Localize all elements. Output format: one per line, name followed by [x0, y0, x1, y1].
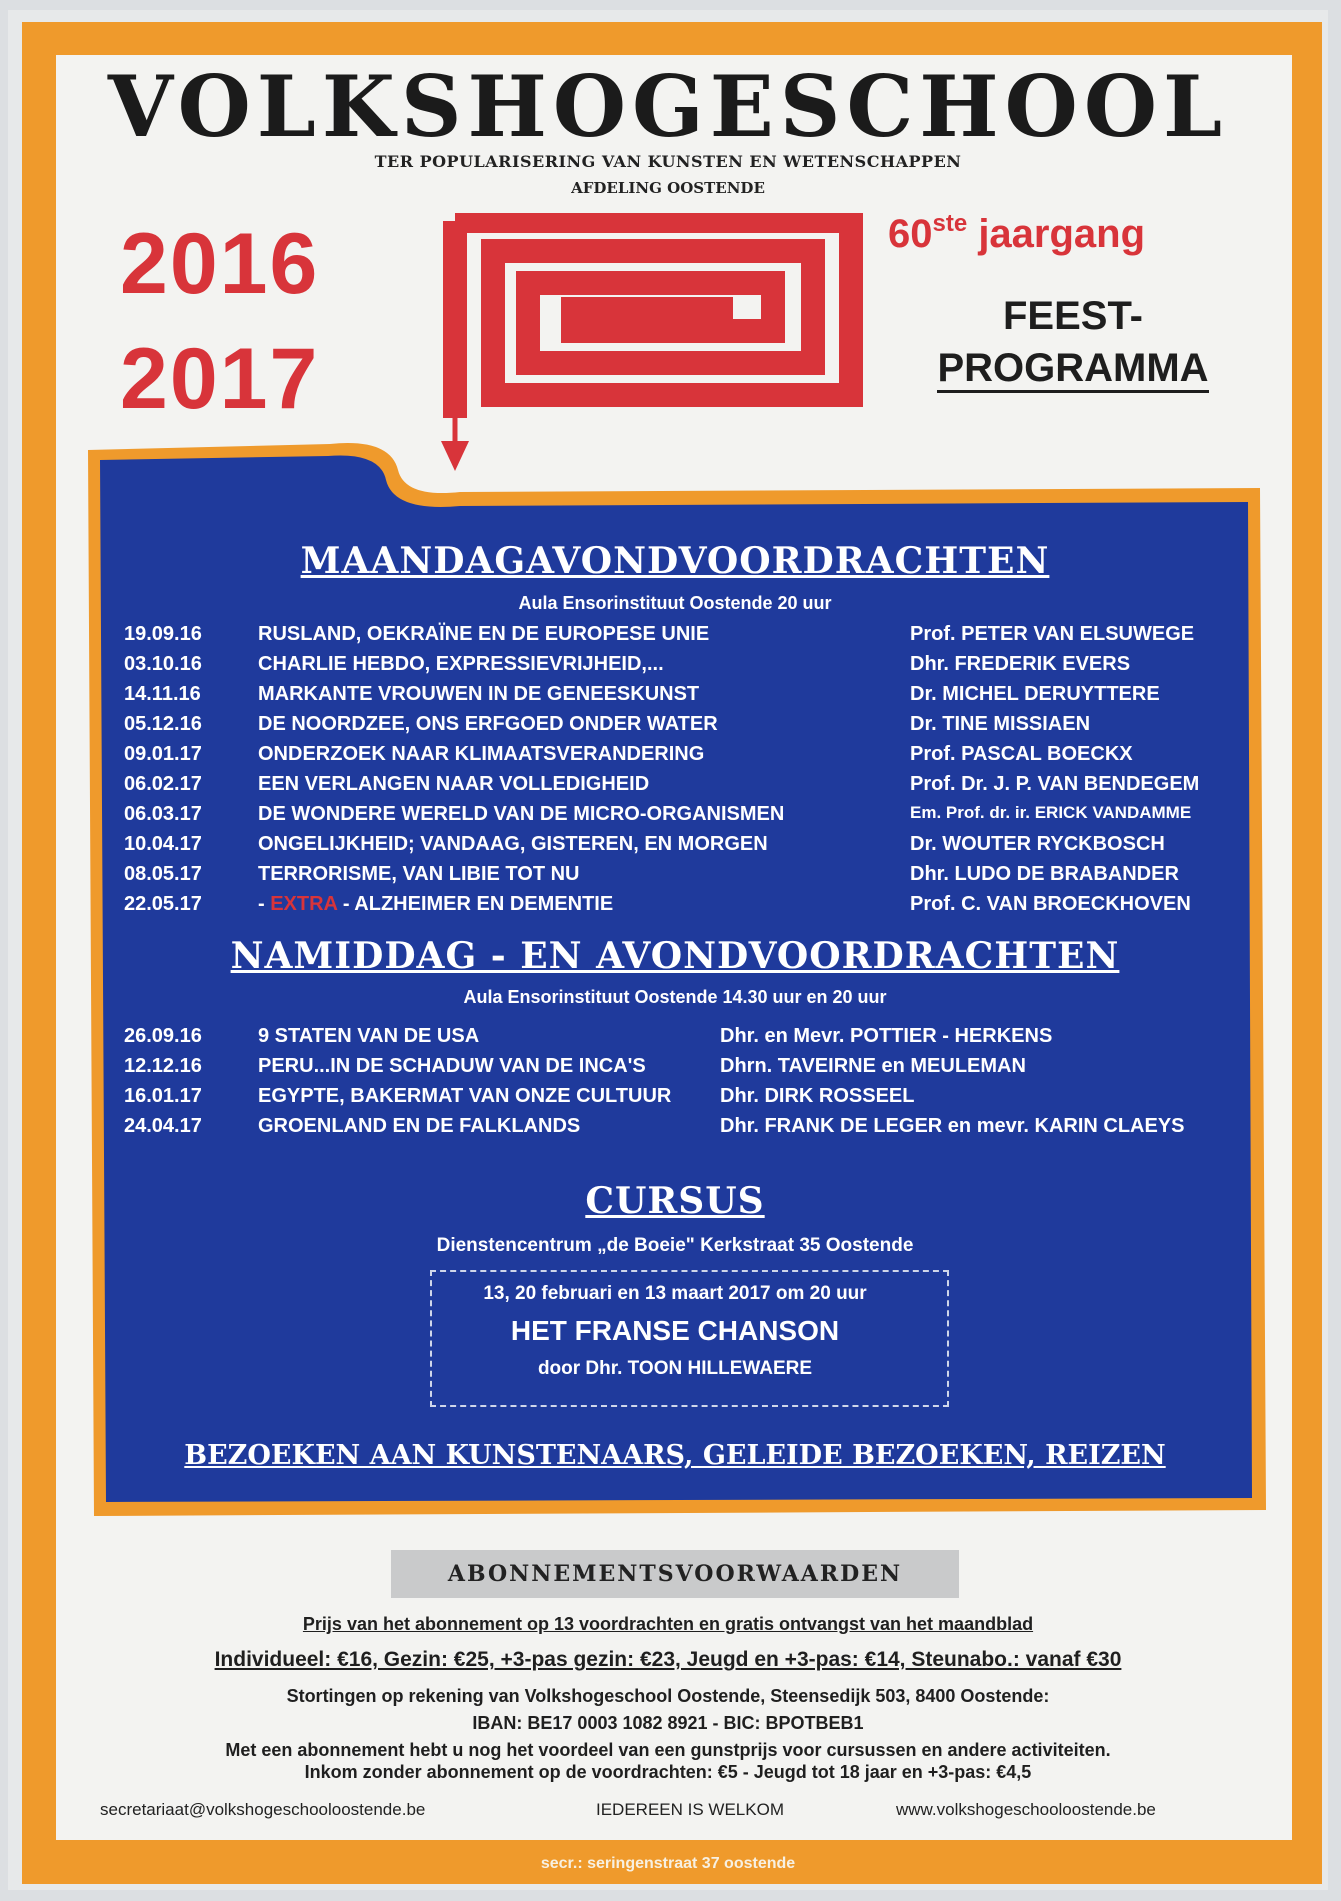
lecture-speaker: Dhr. en Mevr. POTTIER - HERKENS [720, 1025, 1053, 1047]
poster [8, 10, 1328, 1890]
lecture-title: GROENLAND EN DE FALKLANDS [258, 1115, 581, 1137]
lecture-title: 9 STATEN VAN DE USA [258, 1025, 480, 1047]
lecture-speaker: Dhr. FREDERIK EVERS [910, 653, 1131, 675]
poster-subtitle: TER POPULARISERING VAN KUNSTEN EN WETENSCHAPPEN [374, 152, 962, 171]
lecture-date: 05.12.16 [124, 713, 202, 735]
lecture-date: 26.09.16 [124, 1025, 202, 1047]
lecture-title: MARKANTE VROUWEN IN DE GENEESKUNST [258, 683, 700, 705]
list-item [80, 833, 1270, 863]
afternoon-venue: Aula Ensorinstituut Oostende 14.30 uur en 20 uur [463, 987, 887, 1007]
feest-programma [903, 290, 1243, 394]
lecture-date: 22.05.17 [124, 893, 202, 915]
lecture-title: ONDERZOEK NAAR KLIMAATSVERANDERING [258, 743, 705, 765]
feest-line2: PROGRAMMA [937, 346, 1208, 393]
subscription-heading: ABONNEMENTSVOORWAARDEN [391, 1550, 959, 1598]
afternoon-heading: NAMIDDAG - EN AVONDVOORDRACHTEN [230, 935, 1120, 977]
lecture-speaker: Prof. PASCAL BOECKX [910, 743, 1133, 765]
course-venue: Dienstencentrum „de Boeie" Kerkstraat 35 Oostende [436, 1235, 914, 1256]
list-item [80, 893, 1270, 923]
monday-heading: MAANDAGAVONDVOORDRACHTEN [300, 540, 1050, 582]
extra-suffix: - [337, 893, 355, 915]
lecture-title: RUSLAND, OEKRAÏNE EN DE EUROPESE UNIE [258, 623, 710, 645]
footer-address: secr.: seringenstraat 37 oostende [540, 1855, 796, 1872]
lecture-title: DE NOORDZEE, ONS ERFGOED ONDER WATER [258, 713, 718, 735]
program-content [80, 440, 1270, 1520]
course-dates: 13, 20 februari en 13 maart 2017 om 20 uur [483, 1283, 867, 1304]
lecture-date: 12.12.16 [124, 1055, 202, 1077]
lecture-date: 10.04.17 [124, 833, 202, 855]
lecture-date: 08.05.17 [124, 863, 202, 885]
lecture-date: 09.01.17 [124, 743, 202, 765]
feest-line1: FEEST- [1002, 294, 1144, 338]
lecture-speaker: Dhr. FRANK DE LEGER en mevr. KARIN CLAEYS [720, 1115, 1185, 1137]
subscription-line3: Stortingen op rekening van Volkshogeschool Oostende, Steensedijk 503, 8400 Oostende: [286, 1686, 1050, 1706]
jaargang-number: 60 [888, 212, 933, 256]
lecture-title: CHARLIE HEBDO, EXPRESSIEVRIJHEID,... [258, 653, 664, 675]
course-heading: CURSUS [585, 1180, 765, 1222]
year-start: 2016 [120, 216, 320, 312]
subscription-line1: Prijs van het abonnement op 13 voordrachten en gratis ontvangst van het maandblad [302, 1614, 1034, 1634]
lecture-speaker: Dr. WOUTER RYCKBOSCH [910, 833, 1165, 855]
lecture-date: 03.10.16 [124, 653, 202, 675]
lecture-title: EEN VERLANGEN NAAR VOLLEDIGHEID [258, 773, 650, 795]
subscription-iban: IBAN: BE17 0003 1082 8921 - BIC: BPOTBEB1 [472, 1713, 864, 1733]
list-item [80, 1055, 1270, 1085]
lecture-title: ONGELIJKHEID; VANDAAG, GISTEREN, EN MORGEN [258, 833, 768, 855]
subscription-line5: Met een abonnement hebt u nog het voordeel van een gunstprijs voor cursussen en andere activiteiten. [225, 1740, 1111, 1760]
lecture-speaker: Prof. C. VAN BROECKHOVEN [910, 893, 1191, 915]
list-item [80, 743, 1270, 773]
jaargang-suffix: ste [932, 210, 968, 237]
subscription-line6: Inkom zonder abonnement op de voordrachten: €5 - Jeugd tot 18 jaar en +3-pas: €4,5 [304, 1762, 1032, 1782]
list-item [80, 863, 1270, 893]
year-end: 2017 [120, 331, 320, 427]
footer-welcome: IEDEREEN IS WELKOM [596, 1800, 784, 1819]
lecture-speaker: Dhrn. TAVEIRNE en MEULEMAN [720, 1055, 1026, 1077]
list-item [80, 1025, 1270, 1055]
list-item [80, 653, 1270, 683]
list-item [80, 803, 1270, 833]
lecture-date: 16.01.17 [124, 1085, 202, 1107]
list-item [80, 623, 1270, 653]
lecture-title: ALZHEIMER EN DEMENTIE [354, 893, 614, 915]
jaargang-word: jaargang [978, 212, 1146, 256]
lecture-title-extra [258, 893, 613, 916]
program-panel [80, 440, 1270, 1520]
list-item [80, 1085, 1270, 1115]
department-label: AFDELING OOSTENDE [571, 179, 765, 197]
visits-heading: BEZOEKEN AAN KUNSTENAARS, GELEIDE BEZOEKEN, REIZEN [184, 1440, 1166, 1471]
footer-email[interactable]: secretariaat@volkshogeschooloostende.be [100, 1800, 426, 1819]
list-item [80, 773, 1270, 803]
jaargang-label [888, 210, 1145, 257]
lecture-speaker: Dhr. DIRK ROSSEEL [720, 1085, 915, 1107]
lecture-title: TERRORISME, VAN LIBIE TOT NU [258, 863, 580, 885]
extra-badge: EXTRA [270, 893, 338, 915]
lecture-speaker: Dr. TINE MISSIAEN [910, 713, 1091, 735]
lecture-date: 14.11.16 [124, 683, 201, 705]
lecture-speaker: Em. Prof. dr. ir. ERICK VANDAMME [910, 803, 1192, 822]
footer-website[interactable]: www.volkshogeschooloostende.be [896, 1800, 1156, 1819]
extra-prefix: - [258, 893, 271, 915]
monday-venue: Aula Ensorinstituut Oostende 20 uur [518, 593, 832, 613]
course-title: HET FRANSE CHANSON [510, 1315, 840, 1346]
list-item [80, 683, 1270, 713]
lecture-title: DE WONDERE WERELD VAN DE MICRO-ORGANISMEN [258, 803, 785, 825]
lecture-date: 06.03.17 [124, 803, 202, 825]
list-item [80, 713, 1270, 743]
lecture-date: 24.04.17 [124, 1115, 202, 1137]
lecture-title: PERU...IN DE SCHADUW VAN DE INCA'S [258, 1055, 646, 1077]
lecture-speaker: Dhr. LUDO DE BRABANDER [910, 863, 1179, 885]
lecture-date: 19.09.16 [124, 623, 202, 645]
lecture-date: 06.02.17 [124, 773, 202, 795]
subscription-prices: Individueel: €16, Gezin: €25, +3-pas gezin: €23, Jeugd en +3-pas: €14, Steunabo.: vanaf €30 [214, 1648, 1122, 1671]
list-item [80, 1115, 1270, 1145]
course-teacher: door Dhr. TOON HILLEWAERE [537, 1358, 813, 1379]
poster-title: VOLKSHOGESCHOOL [107, 57, 1229, 156]
lecture-title: EGYPTE, BAKERMAT VAN ONZE CULTUUR [258, 1085, 672, 1107]
lecture-speaker: Prof. PETER VAN ELSUWEGE [910, 623, 1195, 645]
lecture-speaker: Dr. MICHEL DERUYTTERE [910, 683, 1160, 705]
lecture-speaker: Prof. Dr. J. P. VAN BENDEGEM [910, 773, 1200, 795]
